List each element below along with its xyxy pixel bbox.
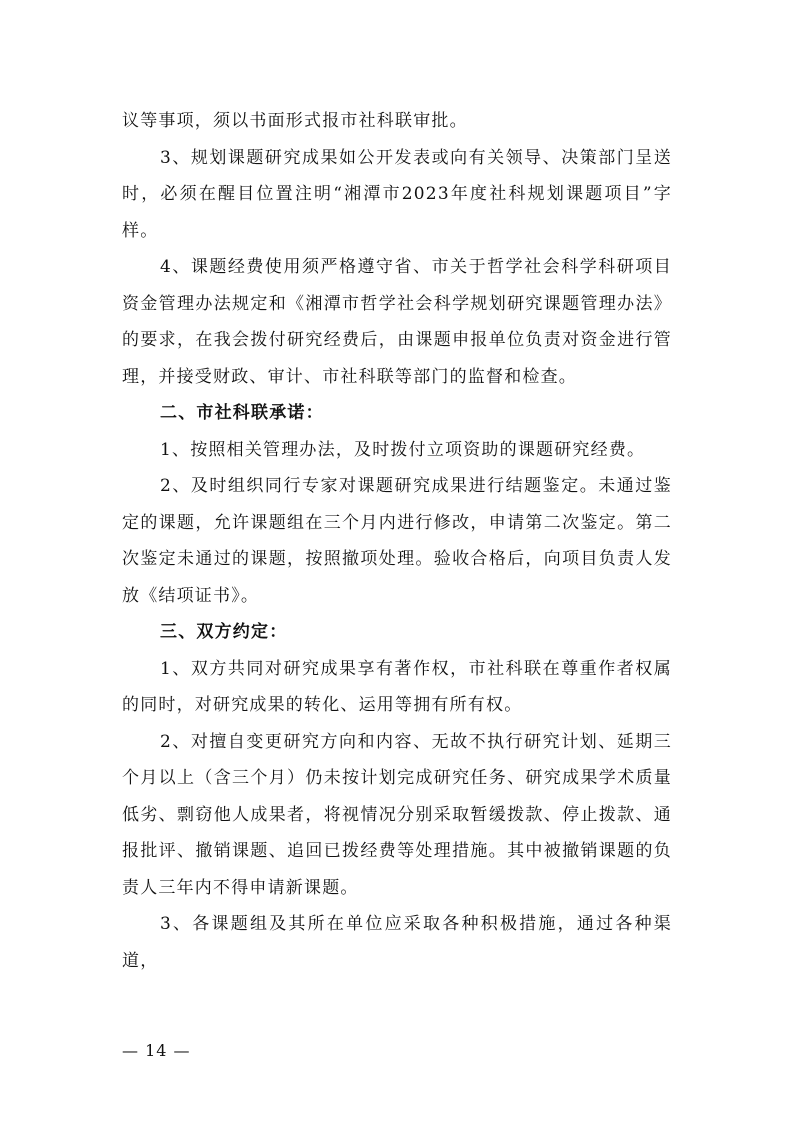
paragraph-agreement-3: 3、各课题组及其所在单位应采取各种积极措施，通过各种渠道， bbox=[122, 914, 672, 971]
paragraph-item-4-funding: 4、课题经费使用须严格遵守省、市关于哲学社会科学科研项目资金管理办法规定和《湘潭市哲学社会科学规划研究课题管理办法》的要求，在我会拨付研究经费后，由课题申报单位负责对资金进行管理，并接受财政、审计、市社科联等部门的监督和检查。 bbox=[122, 257, 672, 387]
page-number: — 14 — bbox=[122, 1041, 191, 1060]
paragraph-agreement-2: 2、对擅自变更研究方向和内容、无故不执行研究计划、延期三个月以上（含三个月）仍未按计划完成研究任务、研究成果学术质量低劣、剽窃他人成果者，将视情况分别采取暂缓拨款、停止拨款、通报批评、撤销课题、追回已拨经费等处理措施。其中被撤销课题的负责人三年内不得申请新课题。 bbox=[122, 731, 672, 898]
section-heading-commitments: 二、市社科联承诺： bbox=[160, 403, 324, 423]
document-body bbox=[122, 103, 672, 979]
paragraph-continuation: 议等事项，须以书面形式报市社科联审批。 bbox=[122, 111, 468, 131]
paragraph-commitment-1: 1、按照相关管理办法，及时拨付立项资助的课题研究经费。 bbox=[160, 439, 646, 460]
section-heading-agreement: 三、双方约定： bbox=[160, 622, 288, 642]
paragraph-commitment-2: 2、及时组织同行专家对课题研究成果进行结题鉴定。未通过鉴定的课题，允许课题组在三个月内进行修改，申请第二次鉴定。第二次鉴定未通过的课题，按照撤项处理。验收合格后，向项目负责人发放《结项证书》。 bbox=[122, 476, 672, 606]
paragraph-item-3-publication: 3、规划课题研究成果如公开发表或向有关领导、决策部门呈送时，必须在醒目位置注明“湘潭市2023年度社科规划课题项目”字样。 bbox=[122, 147, 672, 241]
paragraph-agreement-1: 1、双方共同对研究成果享有著作权，市社科联在尊重作者权属的同时，对研究成果的转化、运用等拥有所有权。 bbox=[122, 658, 672, 715]
